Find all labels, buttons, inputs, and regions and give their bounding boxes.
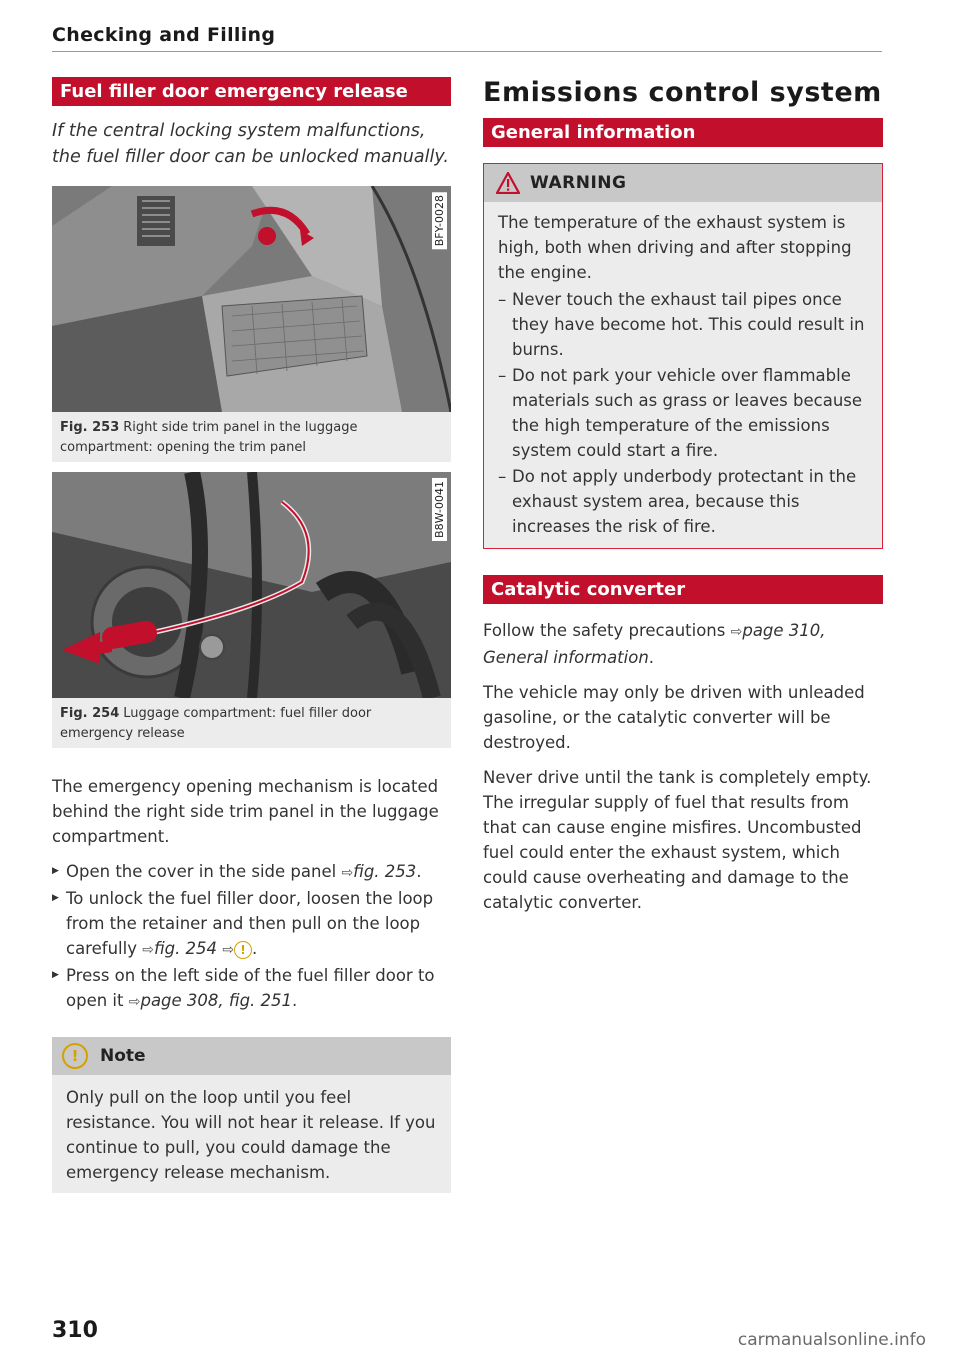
note-header xyxy=(52,1037,451,1075)
figure-253-link[interactable]: fig. 253 xyxy=(353,862,417,881)
section-title-fuel-filler: Fuel filler door emergency release xyxy=(52,77,451,106)
figure-253-caption xyxy=(52,412,451,462)
warning-text: The temperature of the exhaust system is high, both when driving and after stopping the engine. xyxy=(498,213,852,282)
page-header: Checking and Filling xyxy=(52,24,276,46)
step-text: To unlock the fuel filler door, loosen the loop from the retainer and then pull on the loop carefully xyxy=(66,889,434,958)
warning-item: – Do not apply underbody protectant in the exhaust system area, because this increases the risk of fire. xyxy=(498,464,868,539)
step-item: ▶ Press on the left side of the fuel filler door to open it ⇨page 308, fig. 251. xyxy=(52,963,451,1015)
note-box xyxy=(52,1037,451,1193)
warning-body xyxy=(484,202,882,548)
intro-text: If the central locking system malfunctions, the fuel filler door can be unlocked manually. xyxy=(52,121,449,167)
unleaded-gasoline-paragraph: The vehicle may only be driven with unleaded gasoline, or the catalytic converter will be destroyed. xyxy=(483,683,865,752)
step-item: ▶ To unlock the fuel filler door, loosen the loop from the retainer and then pull on the loop carefully ⇨fig. 254 ⇨ ! . xyxy=(52,886,451,963)
figure-254-number: Fig. 254 xyxy=(60,706,120,721)
figure-253-code: BFY-0028 xyxy=(432,192,447,249)
note-title: Note xyxy=(100,1046,146,1066)
warning-item: – Do not park your vehicle over flammable materials such as grass or leaves because the high temperature of the emissions system could start a fire. xyxy=(498,363,868,463)
watermark: carmanualsonline.info xyxy=(737,1330,926,1350)
right-arrow-icon: ⇨ xyxy=(222,942,235,958)
figure-254-link[interactable]: fig. 254 xyxy=(153,939,218,958)
section-title-general-information: General information xyxy=(483,118,883,147)
figure-253-number: Fig. 253 xyxy=(60,420,120,435)
figure-254 xyxy=(52,472,451,748)
warning-box xyxy=(483,163,883,549)
page-308-link[interactable]: page 308, fig. 251 xyxy=(140,991,293,1010)
exclamation-circle-icon: ! xyxy=(62,1043,88,1069)
step-text: Open the cover in the side panel xyxy=(66,862,342,881)
figure-253-caption-text: Right side trim panel in the luggage compartment: opening the trim panel xyxy=(60,420,358,455)
figure-254-caption xyxy=(52,698,451,748)
emergency-mechanism-paragraph: The emergency opening mechanism is located behind the right side trim panel in the luggage compartment. xyxy=(52,777,439,846)
step-item: ▶ Open the cover in the side panel ⇨fig. 253. xyxy=(52,859,451,886)
right-arrow-icon: ⇨ xyxy=(341,865,354,881)
warning-item: – Never touch the exhaust tail pipes once they have become hot. This could result in burns. xyxy=(498,287,868,362)
right-arrow-icon: ⇨ xyxy=(730,624,743,640)
figure-254-image xyxy=(52,472,451,698)
exclamation-circle-icon[interactable]: ! xyxy=(234,941,252,959)
left-column xyxy=(52,77,451,1193)
right-column xyxy=(483,77,883,925)
right-arrow-icon: ⇨ xyxy=(128,994,141,1010)
figure-254-caption-text: Luggage compartment: fuel filler door emergency release xyxy=(60,706,372,741)
main-title: Emissions control system xyxy=(483,77,882,108)
emergency-release-illustration xyxy=(52,472,451,698)
step-text: Press on the left side of the fuel filler door to open it xyxy=(66,966,435,1010)
figure-253 xyxy=(52,186,451,462)
right-arrow-icon: ⇨ xyxy=(142,942,154,958)
figure-253-image xyxy=(52,186,451,412)
figure-254-code: B8W-0041 xyxy=(432,478,447,541)
empty-tank-paragraph: Never drive until the tank is completely empty. The irregular supply of fuel that results from that can cause engine misfires. Uncombusted fuel could enter the exhaust system, which could cause overheating and damage to the catalytic converter. xyxy=(483,768,872,912)
trim-panel-illustration xyxy=(52,186,451,412)
instruction-steps xyxy=(52,859,451,1015)
header-rule xyxy=(52,51,882,52)
section-title-catalytic-converter: Catalytic converter xyxy=(483,575,883,604)
page-number: 310 xyxy=(52,1318,98,1343)
warning-title: WARNING xyxy=(530,173,627,193)
warning-triangle-icon xyxy=(496,172,520,194)
paragraph-text: Follow the safety precautions xyxy=(483,621,731,640)
safety-precautions-paragraph: Follow the safety precautions ⇨page 310, General information. xyxy=(483,621,826,667)
warning-list xyxy=(498,287,868,539)
page-310-link[interactable]: page 310, General information xyxy=(483,621,826,667)
warning-header xyxy=(484,164,882,202)
note-text: Only pull on the loop until you feel resistance. You will not hear it release. If you continue to pull, you could damage the emergency release mechanism. xyxy=(66,1088,436,1182)
